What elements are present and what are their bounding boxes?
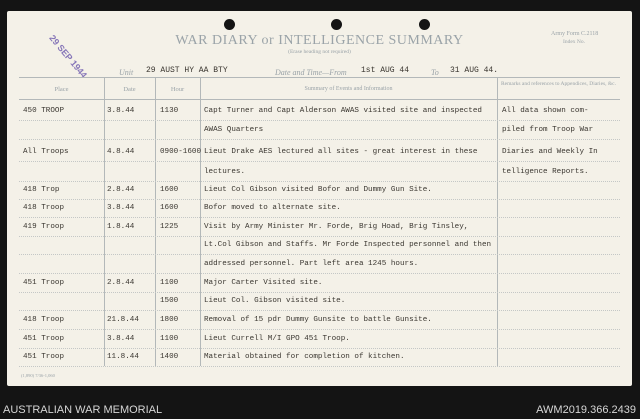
column-header-hour: Hour: [170, 86, 185, 93]
entry-hour: 1100: [160, 279, 179, 287]
entry-date: 3.8.44: [107, 335, 135, 343]
entry-remarks: telligence Reports.: [502, 168, 589, 176]
entry-place: 450 TROOP: [23, 107, 65, 115]
entry-date: 3.8.44: [107, 204, 135, 212]
entry-hour: 1800: [160, 316, 179, 324]
entry-place: All Troops: [23, 148, 69, 156]
to-label: To: [431, 68, 439, 77]
entry-summary: AWAS Quarters: [204, 126, 264, 134]
column-header-remarks: Remarks and references to Appendices, Diaries, &c.: [501, 81, 616, 87]
unit-label: Unit: [119, 68, 134, 77]
entry-place: 451 Troop: [23, 279, 65, 287]
punch-hole: [224, 19, 235, 30]
entry-place: 451 Troop: [23, 335, 65, 343]
entry-summary: Visit by Army Minister Mr. Forde, Brig Hoad, Brig Tinsley,: [204, 223, 469, 231]
entry-summary: Lieut Currell M/I GPO 451 Troop.: [204, 335, 350, 343]
header-bottom-rule: [19, 99, 620, 100]
entry-summary: Lieut Col Gibson visited Bofor and Dummy Gun Site.: [204, 186, 432, 194]
print-code: (1,890) 7/36-1,060: [21, 373, 55, 378]
date-range-label: Date and Time—From: [275, 68, 347, 77]
entry-hour: 1130: [160, 107, 179, 115]
column-header-summary: Summary of Events and Information: [304, 86, 393, 92]
entry-summary: lectures.: [204, 168, 246, 176]
entry-summary: Major Carter Visited site.: [204, 279, 323, 287]
entry-date: 2.8.44: [107, 279, 135, 287]
column-header-place: Place: [54, 86, 69, 93]
entry-summary: Lt.Col Gibson and Staffs. Mr Forde Inspected personnel and then: [204, 241, 492, 249]
entry-hour: 1225: [160, 223, 179, 231]
entry-date: 11.8.44: [107, 353, 139, 361]
entry-hour: 1100: [160, 335, 179, 343]
entry-date: 2.8.44: [107, 186, 135, 194]
header-top-rule: [19, 77, 620, 78]
archive-reference: AWM2019.366.2439: [536, 404, 636, 416]
entry-place: 451 Troop: [23, 353, 65, 361]
entry-hour: 1400: [160, 353, 179, 361]
column-header-date: Date: [123, 86, 136, 93]
entry-summary: addressed personnel. Part left area 1245 hours.: [204, 260, 419, 268]
entry-hour: 1600: [160, 204, 179, 212]
row-rule: [19, 273, 620, 274]
entry-summary: Bofor moved to alternate site.: [204, 204, 341, 212]
row-rule: [19, 310, 620, 311]
entry-remarks: piled from Troop War: [502, 126, 594, 134]
row-rule: [19, 236, 620, 237]
row-rule: [19, 199, 620, 200]
unit-value: 29 AUST HY AA BTY: [146, 66, 228, 75]
army-form-label: Army Form C.2118: [551, 31, 599, 37]
punch-hole: [331, 19, 342, 30]
entry-remarks: All data shown com-: [502, 107, 589, 115]
row-rule: [19, 329, 620, 330]
entry-place: 418 Trop: [23, 186, 60, 194]
row-rule: [19, 217, 620, 218]
entry-place: 418 Troop: [23, 204, 65, 212]
entry-summary: Lieut Drake AES lectured all sites - great interest in these: [204, 148, 478, 156]
entry-date: 21.8.44: [107, 316, 139, 324]
entry-summary: Removal of 15 pdr Dummy Gunsite to battle Gunsite.: [204, 316, 432, 324]
entry-summary: Material obtained for completion of kitchen.: [204, 353, 405, 361]
index-label: Index No.: [563, 39, 585, 45]
archive-credit: AUSTRALIAN WAR MEMORIAL: [3, 404, 163, 416]
punch-hole: [419, 19, 430, 30]
entry-date: 3.8.44: [107, 107, 135, 115]
entry-date: 4.8.44: [107, 148, 135, 156]
date-stamp: 29 SEP 1944: [47, 33, 89, 80]
entry-hour: 1600: [160, 186, 179, 194]
entry-hour: 0900-1600: [160, 148, 202, 156]
row-rule: [19, 254, 620, 255]
row-rule: [19, 161, 620, 162]
entry-place: 418 Troop: [23, 316, 65, 324]
row-rule: [19, 348, 620, 349]
row-rule: [19, 181, 620, 182]
form-title: WAR DIARY or INTELLIGENCE SUMMARY: [175, 33, 464, 48]
entry-summary: Capt Turner and Capt Alderson AWAS visited site and inspected: [204, 107, 482, 115]
entry-date: 1.8.44: [107, 223, 135, 231]
entry-remarks: Diaries and Weekly In: [502, 148, 598, 156]
row-rule: [19, 139, 620, 140]
row-rule: [19, 292, 620, 293]
row-rule: [19, 120, 620, 121]
entry-place: 419 Troop: [23, 223, 65, 231]
diary-sheet: [7, 11, 632, 386]
date-from-value: 1st AUG 44: [361, 66, 410, 75]
entry-hour: 1500: [160, 297, 179, 305]
row-rule: [19, 366, 620, 367]
form-subtitle: (Erase heading not required): [288, 49, 351, 55]
date-to-value: 31 AUG 44.: [450, 66, 499, 75]
entry-summary: Lieut Col. Gibson visited site.: [204, 297, 346, 305]
